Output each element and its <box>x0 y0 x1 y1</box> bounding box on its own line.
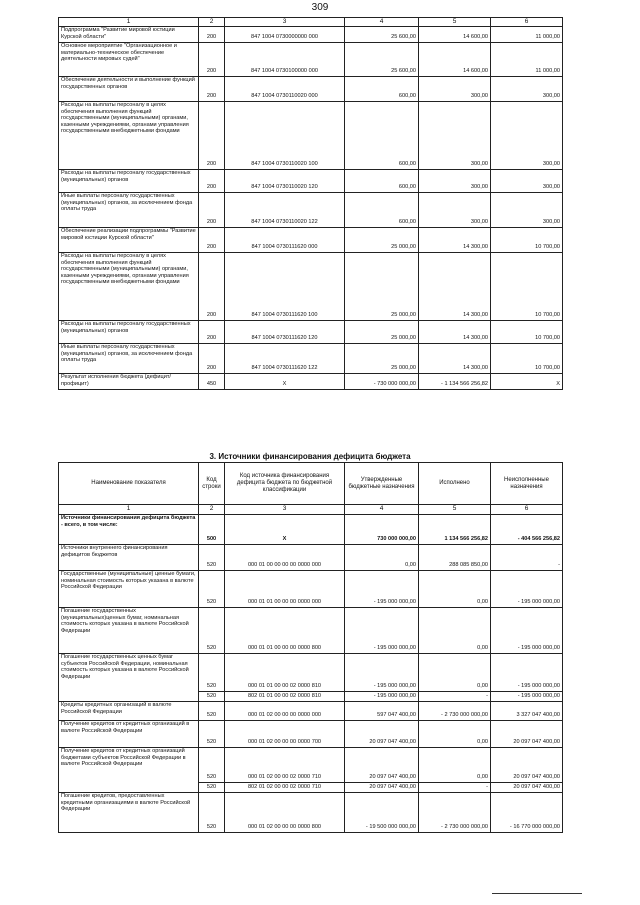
row-plan: 600,00 <box>345 102 419 170</box>
table-row <box>59 321 563 344</box>
row-name: Расходы на выплаты персоналу государственных (муниципальных) органов <box>59 170 199 193</box>
row-fact: 1 134 566 256,82 <box>419 515 491 545</box>
row-code: 200 <box>199 321 225 344</box>
row-plan: 20 097 047 400,00 <box>345 783 419 793</box>
row-name: Иные выплаты персоналу государственных (муниципальных) органов, за исключением фонда оплаты труда <box>59 344 199 374</box>
row-rest: - 16 770 000 000,00 <box>491 793 563 833</box>
row-fact: 14 300,00 <box>419 321 491 344</box>
row-name: Источники внутреннего финансирования дефицитов бюджетов <box>59 545 199 571</box>
row-fact: 300,00 <box>419 102 491 170</box>
row-plan: - 195 000 000,00 <box>345 571 419 608</box>
table-row <box>59 193 563 228</box>
row-kbk: Х <box>225 374 345 390</box>
footer-divider <box>492 893 582 894</box>
row-plan: - 730 000 000,00 <box>345 374 419 390</box>
row-kbk: 847 1004 0730000000 000 <box>225 27 345 43</box>
col-header-fact: Исполнено <box>419 463 491 505</box>
row-rest: 10 700,00 <box>491 321 563 344</box>
row-name: Кредиты кредитных организаций в валюте Российской Федерации <box>59 702 199 721</box>
number-row <box>59 18 563 27</box>
row-rest: 3 327 047 400,00 <box>491 702 563 721</box>
row-kbk: 000 01 02 00 00 00 0000 000 <box>225 702 345 721</box>
section-title: 3. Источники финансирования дефицита бюджета <box>209 452 411 461</box>
row-code: 520 <box>199 793 225 833</box>
table-row <box>59 228 563 253</box>
row-kbk: 847 1004 0730110020 120 <box>225 170 345 193</box>
row-plan: 25 000,00 <box>345 228 419 253</box>
row-plan: 20 097 047 400,00 <box>345 721 419 748</box>
row-rest: - 195 000 000,00 <box>491 608 563 654</box>
row-plan: 25 600,00 <box>345 27 419 43</box>
row-kbk: 000 01 01 00 00 00 0000 000 <box>225 571 345 608</box>
row-code: 520 <box>199 571 225 608</box>
row-plan: 0,00 <box>345 545 419 571</box>
row-kbk: 847 1004 0730110020 122 <box>225 193 345 228</box>
col-number: 5 <box>419 18 491 27</box>
row-code: 200 <box>199 193 225 228</box>
row-fact: 0,00 <box>419 748 491 783</box>
row-fact: 0,00 <box>419 654 491 692</box>
table-row <box>59 654 563 692</box>
row-fact: - 2 730 000 000,00 <box>419 793 491 833</box>
row-code: 520 <box>199 702 225 721</box>
table-row <box>59 702 563 721</box>
row-name: Государственные (муниципальные) ценные бумаги, номинальная стоимость которых указана в валюте Российской Федерации <box>59 571 199 608</box>
table-row <box>59 253 563 321</box>
row-rest: - 195 000 000,00 <box>491 654 563 692</box>
row-rest: 300,00 <box>491 77 563 102</box>
row-kbk: 000 01 01 00 00 00 0000 800 <box>225 608 345 654</box>
row-plan: - 195 000 000,00 <box>345 608 419 654</box>
row-name: Обеспечение деятельности и выполнение функций государственных органов <box>59 77 199 102</box>
row-name: Получение кредитов от кредитных организаций бюджетами субъектов Российской Федерации в валюте Российской Федерации <box>59 748 199 793</box>
table-row <box>59 721 563 748</box>
row-fact: 0,00 <box>419 608 491 654</box>
row-name: Источники финансирования дефицита бюджета - всего, в том числе: <box>59 515 199 545</box>
row-kbk: 000 01 02 00 00 00 0000 700 <box>225 721 345 748</box>
row-rest: - <box>491 545 563 571</box>
row-rest: Х <box>491 374 563 390</box>
row-rest: 11 000,00 <box>491 27 563 43</box>
col-header-plan: Утвержденные бюджетные назначения <box>345 463 419 505</box>
row-code: 200 <box>199 27 225 43</box>
table-row <box>59 43 563 77</box>
row-fact: 0,00 <box>419 571 491 608</box>
row-code: 500 <box>199 515 225 545</box>
col-number: 1 <box>59 18 199 27</box>
col-number: 3 <box>225 505 345 515</box>
row-rest: 300,00 <box>491 170 563 193</box>
col-number: 1 <box>59 505 199 515</box>
row-code: 200 <box>199 77 225 102</box>
row-kbk: 000 01 02 00 00 02 0000 710 <box>225 748 345 783</box>
row-fact: 300,00 <box>419 170 491 193</box>
row-plan: 25 600,00 <box>345 43 419 77</box>
col-header-rest: Неисполненные назначения <box>491 463 563 505</box>
row-fact: 288 085 850,00 <box>419 545 491 571</box>
row-kbk: 802 01 02 00 00 02 0000 710 <box>225 783 345 793</box>
table-row <box>59 545 563 571</box>
number-row <box>59 505 563 515</box>
row-code: 520 <box>199 545 225 571</box>
row-name: Расходы на выплаты персоналу в целях обеспечения выполнения функций государственными (муниципальными) органами, казенными учреждениями, органами управления государственными внебюджетными фондами <box>59 102 199 170</box>
row-fact: 300,00 <box>419 193 491 228</box>
row-fact: - <box>419 783 491 793</box>
expenses-table <box>58 17 563 390</box>
row-name: Погашение государственных (муниципальных)ценных бумаг, номинальная стоимость которых указана в валюте Российской Федерации <box>59 608 199 654</box>
row-name: Иные выплаты персоналу государственных (муниципальных) органов, за исключением фонда оплаты труда <box>59 193 199 228</box>
row-fact: 14 600,00 <box>419 43 491 77</box>
row-kbk: 847 1004 0730100000 000 <box>225 43 345 77</box>
row-rest: - 404 566 256,82 <box>491 515 563 545</box>
row-plan: 600,00 <box>345 77 419 102</box>
table-row <box>59 515 563 545</box>
row-kbk: 000 01 02 00 00 00 0000 800 <box>225 793 345 833</box>
row-rest: 10 700,00 <box>491 228 563 253</box>
row-name: Расходы на выплаты персоналу государственных (муниципальных) органов <box>59 321 199 344</box>
row-rest: 20 097 047 400,00 <box>491 783 563 793</box>
col-number: 6 <box>491 18 563 27</box>
row-fact: 14 300,00 <box>419 228 491 253</box>
row-plan: 20 097 047 400,00 <box>345 748 419 783</box>
row-plan: - 195 000 000,00 <box>345 692 419 702</box>
row-kbk: 847 1004 0730111620 122 <box>225 344 345 374</box>
row-fact: 14 600,00 <box>419 27 491 43</box>
table-row <box>59 27 563 43</box>
col-number: 4 <box>345 18 419 27</box>
row-rest: 10 700,00 <box>491 253 563 321</box>
table-row <box>59 77 563 102</box>
col-number: 2 <box>199 505 225 515</box>
row-plan: 597 047 400,00 <box>345 702 419 721</box>
col-header-kbk: Код источника финансирования дефицита бюджета по бюджетной классификации <box>225 463 345 505</box>
row-code: 520 <box>199 748 225 783</box>
row-kbk: 847 1004 0730111620 120 <box>225 321 345 344</box>
table-row <box>59 102 563 170</box>
col-number: 6 <box>491 505 563 515</box>
row-fact: 0,00 <box>419 721 491 748</box>
table-row <box>59 374 563 390</box>
row-kbk: 000 01 01 00 00 02 0000 810 <box>225 654 345 692</box>
row-fact: - 2 730 000 000,00 <box>419 702 491 721</box>
row-name: Обеспечение реализации подпрограммы "Развитие мировой юстиции Курской области" <box>59 228 199 253</box>
row-fact: 14 300,00 <box>419 253 491 321</box>
row-rest: - 195 000 000,00 <box>491 571 563 608</box>
row-name: Погашение государственных ценных бумаг субъектов Российской Федерации, номинальная стоимость которых указана в валюте Российской Федерации <box>59 654 199 702</box>
row-fact: - <box>419 692 491 702</box>
row-kbk: 847 1004 0730110020 000 <box>225 77 345 102</box>
table-row <box>59 571 563 608</box>
row-code: 520 <box>199 654 225 692</box>
col-header-name: Наименование показателя <box>59 463 199 505</box>
row-fact: 300,00 <box>419 77 491 102</box>
row-rest: 20 097 047 400,00 <box>491 721 563 748</box>
row-code: 200 <box>199 170 225 193</box>
col-number: 3 <box>225 18 345 27</box>
row-code: 520 <box>199 608 225 654</box>
row-kbk: Х <box>225 515 345 545</box>
row-name: Получение кредитов от кредитных организаций в валюте Российской Федерации <box>59 721 199 748</box>
row-plan: 25 000,00 <box>345 344 419 374</box>
row-kbk: 000 01 00 00 00 00 0000 000 <box>225 545 345 571</box>
row-code: 200 <box>199 102 225 170</box>
header-row <box>59 463 563 505</box>
table-row <box>59 748 563 783</box>
row-rest: 300,00 <box>491 102 563 170</box>
row-plan: - 195 000 000,00 <box>345 654 419 692</box>
row-code: 200 <box>199 228 225 253</box>
row-name: Результат исполнения бюджета (дефицит/профицит) <box>59 374 199 390</box>
row-plan: 25 000,00 <box>345 321 419 344</box>
row-code: 520 <box>199 721 225 748</box>
table-row <box>59 344 563 374</box>
table-row <box>59 608 563 654</box>
row-name: Подпрограмма "Развитие мировой юстиции Курской области" <box>59 27 199 43</box>
row-rest: - 195 000 000,00 <box>491 692 563 702</box>
row-plan: 25 000,00 <box>345 253 419 321</box>
row-code: 520 <box>199 783 225 793</box>
col-number: 5 <box>419 505 491 515</box>
row-code: 200 <box>199 43 225 77</box>
row-plan: - 19 500 000 000,00 <box>345 793 419 833</box>
table-row <box>59 793 563 833</box>
row-rest: 20 097 047 400,00 <box>491 748 563 783</box>
row-plan: 600,00 <box>345 170 419 193</box>
row-fact: 14 300,00 <box>419 344 491 374</box>
col-header-code: Код строки <box>199 463 225 505</box>
sources-table <box>58 462 563 833</box>
row-name: Расходы на выплаты персоналу в целях обеспечения выполнения функций государственными (муниципальными) органами, казенными учреждениями, органами управления государственными внебюджетными фондами <box>59 253 199 321</box>
row-fact: - 1 134 566 256,82 <box>419 374 491 390</box>
table-row <box>59 170 563 193</box>
row-rest: 10 700,00 <box>491 344 563 374</box>
row-kbk: 802 01 01 00 00 02 0000 810 <box>225 692 345 702</box>
col-number: 4 <box>345 505 419 515</box>
row-kbk: 847 1004 0730110020 100 <box>225 102 345 170</box>
row-rest: 300,00 <box>491 193 563 228</box>
row-code: 520 <box>199 692 225 702</box>
row-plan: 730 000 000,00 <box>345 515 419 545</box>
page-number: 309 <box>311 2 329 13</box>
row-name: Погашение кредитов, предоставленных кредитными организациями в валюте Российской Федерации <box>59 793 199 833</box>
row-kbk: 847 1004 0730111620 000 <box>225 228 345 253</box>
row-code: 200 <box>199 253 225 321</box>
row-code: 450 <box>199 374 225 390</box>
row-kbk: 847 1004 0730111620 100 <box>225 253 345 321</box>
row-plan: 600,00 <box>345 193 419 228</box>
row-code: 200 <box>199 344 225 374</box>
col-number: 2 <box>199 18 225 27</box>
row-name: Основное мероприятие "Организационное и материально-техническое обеспечение деятельности мировых судей" <box>59 43 199 77</box>
row-rest: 11 000,00 <box>491 43 563 77</box>
